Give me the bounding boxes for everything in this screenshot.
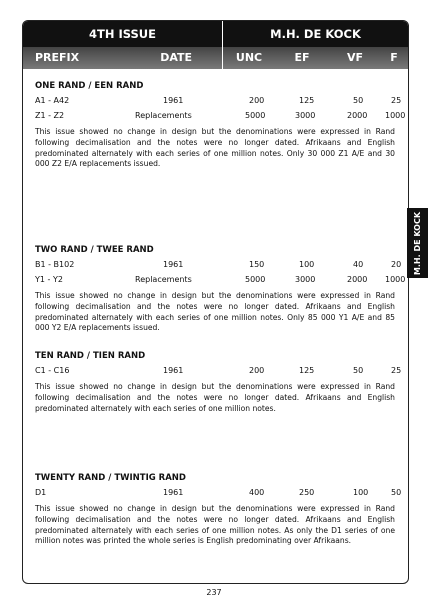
f-cell: 25 xyxy=(391,96,402,105)
section-description: This issue showed no change in design but the denominations were expressed in Rand following decimalisation and the notes were no longer dated. Afrikaans and English predominated alternately with each series of one million notes. xyxy=(35,382,395,413)
ef-cell: 3000 xyxy=(295,111,316,120)
column-headers xyxy=(23,47,408,69)
unc-cell: 5000 xyxy=(245,111,266,120)
section-description: This issue showed no change in design but the denominations were expressed in Rand following decimalisation and the notes were no longer dated. Afrikaans and English predominated alternately with each series of one million notes. Only 85 000 Y1 A/E and 85 000 Y2 E/A replacements issued. xyxy=(35,291,395,333)
date-cell: 1961 xyxy=(163,488,184,497)
section-one-rand xyxy=(35,81,406,170)
prefix-cell: C1 - C16 xyxy=(35,366,70,375)
f-cell: 50 xyxy=(391,488,402,497)
f-cell: 20 xyxy=(391,260,402,269)
ef-cell: 125 xyxy=(299,96,315,105)
section-ten-rand xyxy=(35,351,402,414)
col-unc: UNC xyxy=(235,51,263,64)
author-title: M.H. DE KOCK xyxy=(270,27,361,41)
section-twenty-rand xyxy=(35,473,402,547)
ef-cell: 125 xyxy=(299,366,315,375)
date-cell: Replacements xyxy=(135,111,192,120)
date-cell: 1961 xyxy=(163,366,184,375)
ef-cell: 100 xyxy=(299,260,315,269)
prefix-cell: D1 xyxy=(35,488,47,497)
f-cell: 1000 xyxy=(385,275,406,284)
prefix-cell: A1 - A42 xyxy=(35,96,70,105)
unc-cell: 200 xyxy=(249,366,265,375)
date-cell: Replacements xyxy=(135,275,192,284)
vf-cell: 50 xyxy=(353,366,364,375)
table-row xyxy=(35,110,406,125)
f-cell: 25 xyxy=(391,366,402,375)
ef-cell: 3000 xyxy=(295,275,316,284)
table-row xyxy=(35,487,402,502)
header-bar xyxy=(23,21,408,47)
prefix-cell: Y1 - Y2 xyxy=(35,275,63,284)
section-two-rand xyxy=(35,245,406,334)
issue-title: 4TH ISSUE xyxy=(23,21,223,47)
f-cell: 1000 xyxy=(385,111,406,120)
page-number: 237 xyxy=(206,588,222,597)
vf-cell: 2000 xyxy=(347,275,368,284)
ef-cell: 250 xyxy=(299,488,315,497)
table-row xyxy=(35,259,402,274)
vf-cell: 2000 xyxy=(347,111,368,120)
prefix-cell: Z1 - Z2 xyxy=(35,111,65,120)
unc-cell: 200 xyxy=(249,96,265,105)
prefix-cell: B1 - B102 xyxy=(35,260,75,269)
unc-cell: 400 xyxy=(249,488,265,497)
catalogue-frame xyxy=(22,20,409,584)
section-title: TWENTY RAND / TWINTIG RAND xyxy=(35,473,186,483)
unc-cell: 150 xyxy=(249,260,265,269)
side-tab-label: M.H. DE KOCK xyxy=(413,211,422,275)
table-row xyxy=(35,365,402,380)
section-description: This issue showed no change in design but the denominations were expressed in Rand following decimalisation and the notes were no longer dated. Afrikaans and English predominated alternately with each series of one million notes. As only the D1 series of one million notes was printed the whole series is English predominating over Afrikaans. xyxy=(35,504,395,546)
col-ef: EF xyxy=(294,51,310,64)
section-title: ONE RAND / EEN RAND xyxy=(35,81,144,91)
section-title: TEN RAND / TIEN RAND xyxy=(35,351,146,361)
col-f: F xyxy=(390,51,398,64)
vf-cell: 50 xyxy=(353,96,364,105)
side-thumb-tab xyxy=(407,208,428,278)
vf-cell: 40 xyxy=(353,260,364,269)
col-prefix: PREFIX xyxy=(35,51,80,64)
table-row xyxy=(35,95,402,110)
unc-cell: 5000 xyxy=(245,275,266,284)
table-row xyxy=(35,274,406,289)
vf-cell: 100 xyxy=(353,488,369,497)
section-description: This issue showed no change in design but the denominations were expressed in Rand following decimalisation and the notes were no longer dated. Afrikaans and English predominated alternately with each series of one million notes. Only 30 000 Z1 A/E and 30 000 Z2 E/A replacements issued. xyxy=(35,127,395,169)
col-date: DATE xyxy=(93,47,223,69)
col-vf: VF xyxy=(346,51,364,64)
date-cell: 1961 xyxy=(163,96,184,105)
section-title: TWO RAND / TWEE RAND xyxy=(35,245,154,255)
date-cell: 1961 xyxy=(163,260,184,269)
